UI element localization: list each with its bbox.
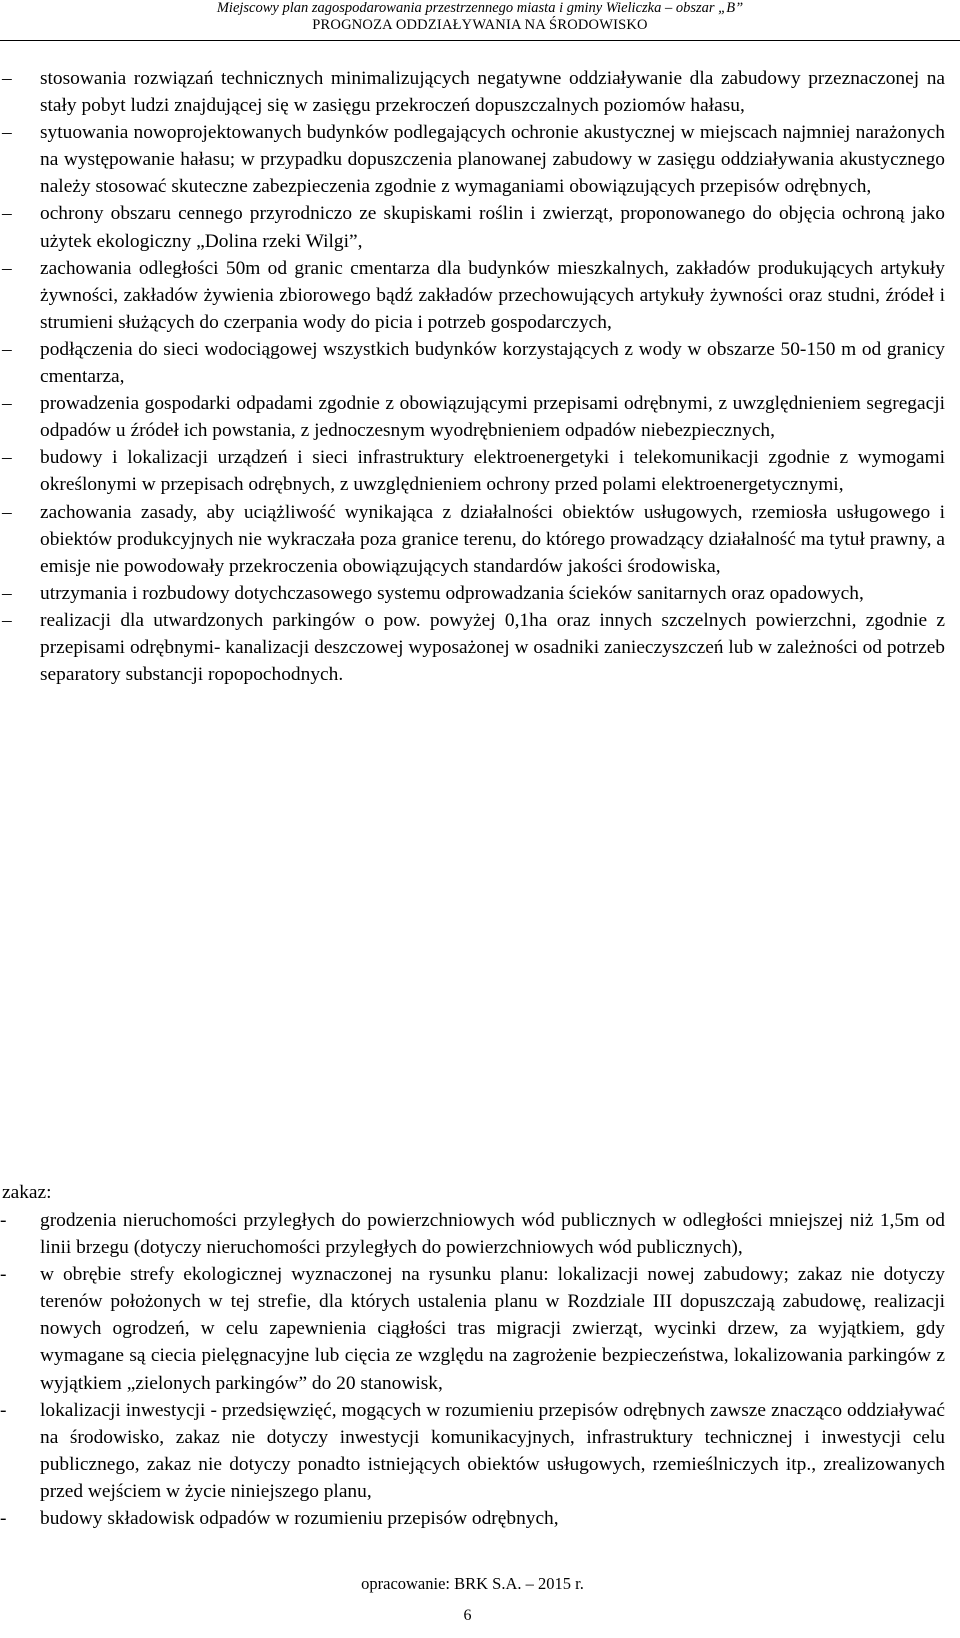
list-item-text: zachowania zasady, aby uciążliwość wynikająca z działalności obiektów usługowych, rzemiosła usługowego i obiektów produkcyjnych nie wykraczała poza granice terenu, do którego prowadzący działalność ma tytuł prawny, a emisje nie powodowały przekroczenia obowiązujących standardów jakości środowiska, bbox=[40, 501, 945, 577]
prohibitions-list bbox=[0, 1207, 945, 1532]
dash-bullet: – bbox=[2, 393, 12, 415]
list-item bbox=[0, 1505, 945, 1532]
dash-bullet: – bbox=[2, 203, 12, 225]
dash-bullet: – bbox=[2, 582, 12, 604]
list-item bbox=[0, 444, 945, 498]
dash-bullet: – bbox=[2, 447, 12, 469]
list-item bbox=[0, 390, 945, 444]
prohibitions-heading: zakaz: bbox=[2, 1182, 52, 1203]
list-item-text: prowadzenia gospodarki odpadami zgodnie z obowiązującymi przepisami odrębnymi, z uwzględnieniem segregacji odpadów u źródeł ich powstania, z jednoczesnym wyodrębnieniem odpadów niebezpiecznych, bbox=[40, 393, 945, 442]
dash-bullet: – bbox=[2, 68, 12, 89]
list-item-text: sytuowania nowoprojektowanych budynków podlegających ochronie akustycznej w miejscach najmniej narażonych na występowanie hałasu; w przypadku dopuszczenia planowanej zabudowy w zasięgu oddziaływania akustycznego należy stosować skuteczne zabezpieczenia zgodnie z wymaganiami obowiązujących przepisów odrębnych, bbox=[40, 122, 945, 198]
list-item bbox=[0, 1261, 945, 1396]
header-divider bbox=[0, 40, 960, 41]
list-item bbox=[0, 200, 945, 254]
list-item bbox=[0, 336, 945, 390]
dash-bullet: – bbox=[2, 122, 12, 144]
list-item bbox=[0, 499, 945, 580]
list-item-text: w obrębie strefy ekologicznej wyznaczonej na rysunku planu: lokalizacji nowej zabudowy; zakaz nie dotyczy terenów położonych w tej strefie, dla których ustalenia planu w Rozdziale III dopuszczają zabudowę, realizacji nowych ogrodzeń, w celu zapewnienia ciągłości tras migracji zwierząt, wycinki drzew, za wyjątkiem, gdy wymagane są ciecia pielęgnacyjne lub cięcia ze względu na zagrożenie bezpieczeństwa, lokalizowania parkingów z wyjątkiem „zielonych parkingów” do 20 stanowisk, bbox=[40, 1264, 945, 1394]
list-item bbox=[0, 1397, 945, 1505]
list-item-text: ochrony obszaru cennego przyrodniczo ze skupiskami roślin i zwierząt, proponowanego do objęcia ochroną jako użytek ekologiczny „Dolina rzeki Wilgi”, bbox=[40, 203, 945, 252]
hyphen-bullet: - bbox=[0, 1399, 7, 1421]
dash-bullet: – bbox=[2, 609, 12, 631]
list-item-text: budowy składowisk odpadów w rozumieniu przepisów odrębnych, bbox=[40, 1508, 559, 1530]
requirements-list bbox=[0, 65, 945, 688]
list-item bbox=[0, 255, 945, 336]
page-number: 6 bbox=[463, 1607, 472, 1624]
list-item bbox=[0, 65, 945, 119]
document-subtitle: PROGNOZA ODDZIAŁYWANIA NA ŚRODOWISKO bbox=[312, 17, 648, 33]
list-item bbox=[0, 1207, 945, 1261]
list-item-text: zachowania odległości 50m od granic cmentarza dla budynków mieszkalnych, zakładów produkujących artykuły żywności, zakładów żywienia zbiorowego bądź zakładów przechowujących artykuły żywności oraz studni, źródeł i strumieni służących do czerpania wody do picia i potrzeb gospodarczych, bbox=[40, 257, 945, 333]
hyphen-bullet: - bbox=[0, 1210, 7, 1231]
hyphen-bullet: - bbox=[0, 1508, 7, 1530]
list-item-text: podłączenia do sieci wodociągowej wszystkich budynków korzystających z wody w obszarze 50-150 m od granicy cmentarza, bbox=[40, 338, 945, 388]
list-item-text: realizacji dla utwardzonych parkingów o pow. powyżej 0,1ha oraz innych szczelnych powierzchni, zgodnie z przepisami odrębnymi- kanalizacji deszczowej wyposażonej w osadniki zanieczyszczeń lub w zależności od potrzeb separatory substancji ropopochodnych. bbox=[40, 609, 945, 686]
page-header bbox=[0, 0, 960, 34]
list-item bbox=[0, 607, 945, 688]
footer-credit: opracowanie: BRK S.A. – 2015 r. bbox=[361, 1574, 584, 1593]
list-item bbox=[0, 119, 945, 200]
list-item bbox=[0, 580, 945, 607]
list-item-text: budowy i lokalizacji urządzeń i sieci infrastruktury elektroenergetyki i telekomunikacji zgodnie z wymogami określonymi w przepisach odrębnych, z uwzględnieniem ochrony przed polami elektroenergetycznymi, bbox=[40, 447, 945, 496]
list-item-text: grodzenia nieruchomości przyległych do powierzchniowych wód publicznych w odległości mniejszej niż 1,5m od linii brzegu (dotyczy nieruchomości przyległych do powierzchniowych wód publicznych), bbox=[40, 1210, 945, 1259]
dash-bullet: – bbox=[2, 338, 12, 360]
dash-bullet: – bbox=[2, 501, 12, 523]
dash-bullet: – bbox=[2, 257, 12, 279]
list-item-text: lokalizacji inwestycji - przedsięwzięć, mogących w rozumieniu przepisów odrębnych zawsze znacząco oddziaływać na środowisko, zakaz nie dotyczy inwestycji komunikacyjnych, infrastruktury technicznej i inwestycji celu publicznego, zakaz nie dotyczy ponadto istniejących obiektów usługowych, rzemieślniczych itp., zrealizowanych przed wejściem w życie niniejszego planu, bbox=[40, 1399, 945, 1502]
list-item-text: utrzymania i rozbudowy dotychczasowego systemu odprowadzania ścieków sanitarnych oraz opadowych, bbox=[40, 582, 864, 604]
list-item-text: stosowania rozwiązań technicznych minimalizujących negatywne oddziaływanie dla zabudowy przeznaczonej na stały pobyt ludzi znajdującej się w zasięgu przekroczeń dopuszczalnych poziomów hałasu, bbox=[40, 68, 945, 117]
hyphen-bullet: - bbox=[0, 1264, 7, 1286]
document-title: Miejscowy plan zagospodarowania przestrzennego miasta i gminy Wieliczka – obszar „B” bbox=[216, 0, 744, 16]
